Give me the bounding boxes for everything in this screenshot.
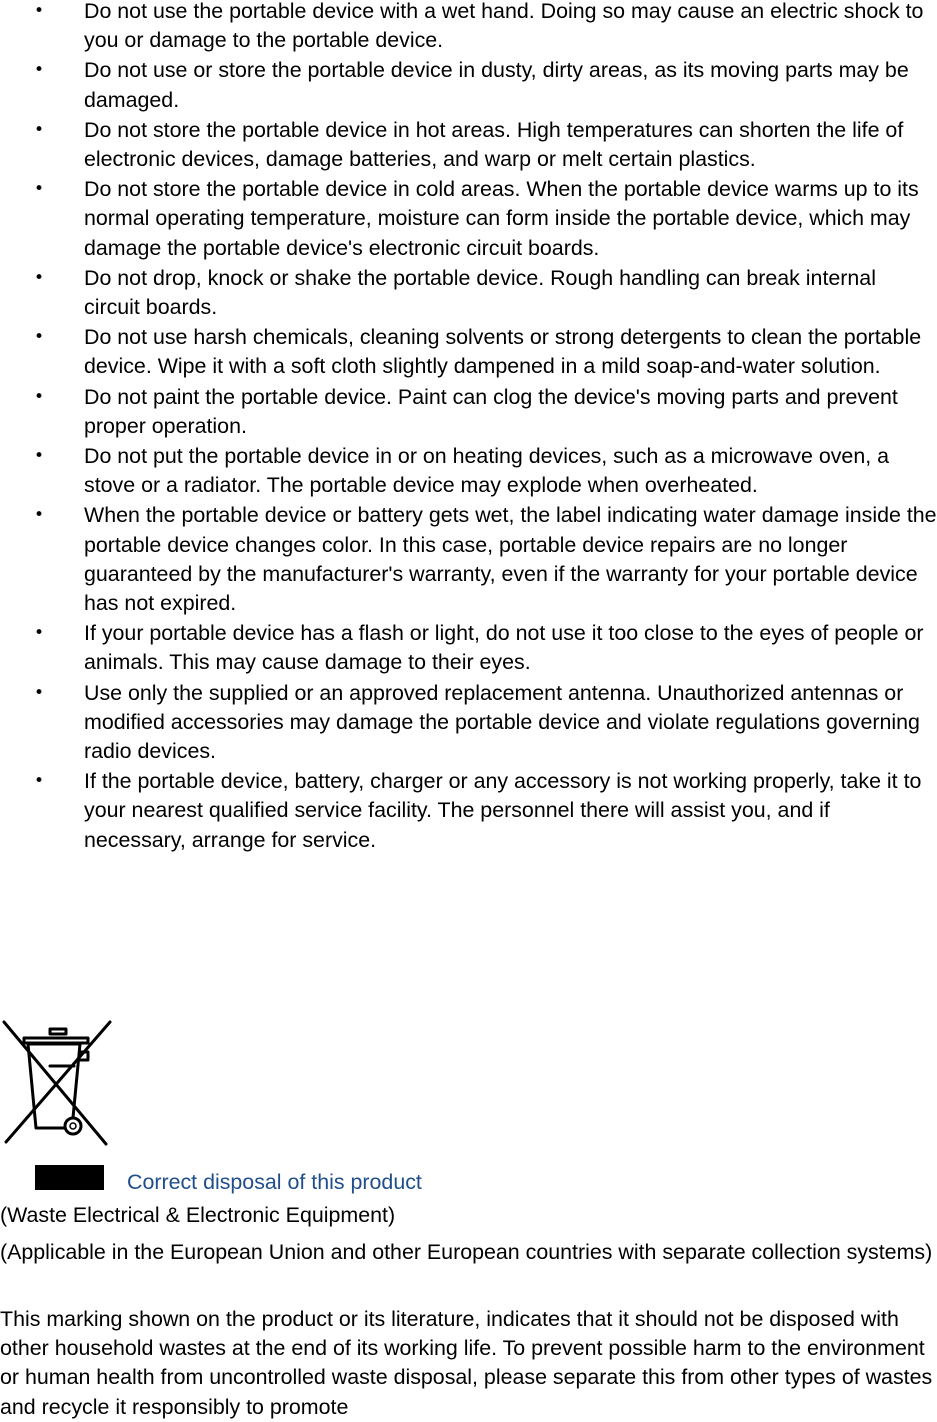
disposal-body: This marking shown on the product or its literature, indicates that it should not be disposed with other household wastes at the end of its working life. To prevent possible harm to the environment or human health from uncontrolled waste disposal, please separate this from other types of wastes and recycle it responsibly to promote	[0, 1307, 933, 1419]
bullet-icon: •	[34, 119, 45, 140]
precaution-item	[0, 679, 937, 767]
precaution-text: Do not paint the portable device. Paint can clog the device's moving parts and prevent proper operation.	[84, 384, 898, 438]
precaution-text: Do not store the portable device in hot areas. High temperatures can shorten the life of electronic devices, damage batteries, and warp or melt certain plastics.	[84, 117, 904, 172]
bullet-icon: •	[34, 267, 45, 288]
precaution-text: When the portable device or battery gets wet, the label indicating water damage inside the portable device changes color. In this case, portable device repairs are no longer guaranteed by the manufacturer's warranty, even if the warranty for your portable device has not expired.	[84, 503, 937, 616]
precaution-text: Do not put the portable device in or on heating devices, such as a microwave oven, a stove or a radiator. The portable device may explode when overheated.	[84, 444, 890, 498]
bullet-icon: •	[34, 505, 45, 526]
precaution-item	[0, 264, 937, 322]
precaution-item	[0, 501, 937, 618]
precaution-text: Do not use or store the portable device in dusty, dirty areas, as its moving parts may be damaged.	[84, 58, 909, 112]
precaution-text: Do not use harsh chemicals, cleaning solvents or strong detergents to clean the portable device. Wipe it with a soft cloth slightly dampened in a mild soap-and-water solution.	[84, 325, 922, 379]
precaution-item	[0, 56, 937, 114]
precaution-text: If the portable device, battery, charger or any accessory is not working properly, take it to your nearest qualified service facility. The personnel there will assist you, and if necessary, arrange for service.	[84, 769, 922, 852]
disposal-subtitle: (Waste Electrical & Electronic Equipment)	[0, 1203, 396, 1227]
precaution-text: Use only the supplied or an approved replacement antenna. Unauthorized antennas or modified accessories may damage the portable device and violate regulations governing radio devices.	[84, 680, 920, 764]
bullet-icon: •	[34, 179, 45, 200]
precaution-item	[0, 116, 937, 174]
disposal-heading: Correct disposal of this product	[127, 1170, 422, 1194]
black-bar-divider	[35, 1165, 104, 1190]
bullet-icon: •	[34, 327, 45, 348]
bullet-icon: •	[34, 682, 45, 703]
precaution-text: If your portable device has a flash or light, do not use it too close to the eyes of people or animals. This may cause damage to their eyes.	[84, 621, 924, 675]
precaution-item	[0, 442, 937, 500]
crossed-out-wheeled-bin-icon	[0, 1016, 116, 1146]
bullet-icon: •	[34, 386, 45, 407]
precaution-item	[0, 0, 937, 55]
precaution-item	[0, 619, 937, 677]
precaution-text: Do not drop, knock or shake the portable device. Rough handling can break internal circuit boards.	[84, 265, 876, 320]
precaution-item	[0, 323, 937, 381]
precaution-item	[0, 383, 937, 441]
bullet-icon: •	[34, 623, 45, 644]
bullet-icon: •	[34, 1, 45, 21]
precaution-text: Do not store the portable device in cold areas. When the portable device warms up to its normal operating temperature, moisture can form inside the portable device, which may damage the portable device's electronic circuit boards.	[84, 177, 919, 260]
disposal-applicability: (Applicable in the European Union and other European countries with separate collection systems)	[0, 1240, 933, 1264]
precaution-item	[0, 175, 937, 263]
bullet-icon: •	[34, 446, 45, 467]
precaution-text: Do not use the portable device with a wet hand. Doing so may cause an electric shock to you or damage to the portable device.	[84, 0, 924, 53]
bullet-icon: •	[34, 60, 45, 81]
bullet-icon: •	[34, 771, 45, 792]
precaution-item	[0, 767, 937, 855]
